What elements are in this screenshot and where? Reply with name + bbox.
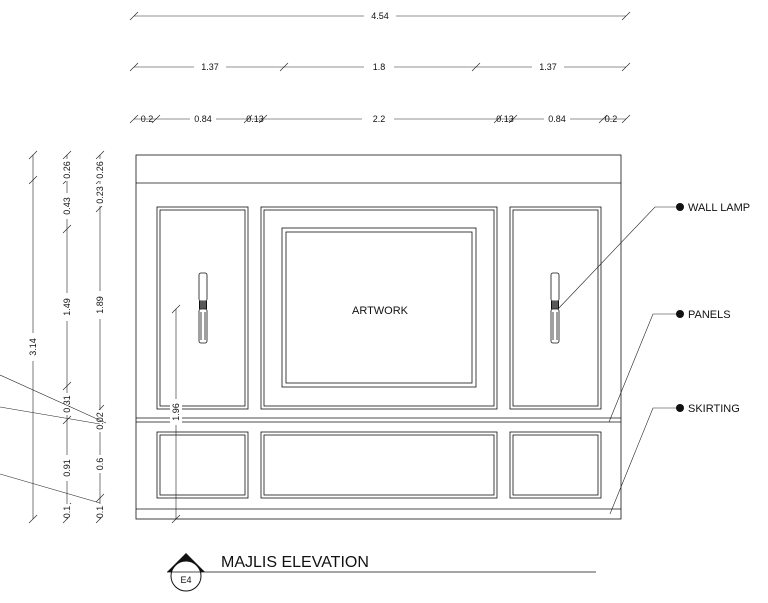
callout-wall-lamp (558, 202, 750, 309)
dim-row3-5: 0.84 (548, 114, 566, 124)
dim-col3-3: 0.02 (95, 412, 105, 430)
dim-col2-0: 0.26 (62, 161, 72, 179)
dimension-row-overall (130, 9, 630, 21)
dim-col2-3: 0.31 (62, 395, 72, 413)
skirting-bullet (676, 404, 684, 412)
dim-row3-1: 0.84 (194, 114, 212, 124)
wall-elevation (136, 155, 621, 523)
dim-col2-5: 0.1 (62, 505, 72, 519)
panels-label: PANELS (688, 309, 731, 321)
dim-row3-0: 0.2 (140, 114, 154, 124)
dimension-col-3 (94, 151, 106, 523)
dim-col3-2: 1.89 (95, 296, 105, 314)
dim-col3-0: 0.26 (95, 161, 105, 179)
panel-lower-right (510, 432, 601, 498)
panels-bullet (676, 310, 684, 318)
dim-col3-1: 0.23 (95, 186, 105, 204)
panel-lower-left (157, 432, 248, 498)
panel-lower-center (261, 432, 497, 498)
title-block (167, 553, 596, 591)
dim-col2-4: 0.91 (62, 459, 72, 477)
lamp-height-dimension (170, 305, 182, 523)
wall-lamp-left (199, 273, 207, 343)
dim-row3-6: 0.2 (604, 114, 618, 124)
dim-col2-1: 0.43 (62, 197, 72, 215)
dim-row3-2: 0.13 (246, 114, 264, 124)
dim-lamp-height: 1.96 (171, 403, 181, 421)
artwork-frame (282, 228, 476, 387)
dim-col1-0: 3.14 (28, 338, 38, 356)
skirting-label: SKIRTING (688, 403, 740, 415)
dimension-row-2 (130, 60, 630, 72)
wall-lamp-label: WALL LAMP (688, 202, 751, 214)
drawing-title: MAJLIS ELEVATION (221, 554, 369, 571)
dim-col2-2: 1.49 (62, 298, 72, 316)
wall-lamp-right (551, 273, 559, 343)
dimension-col-1 (27, 151, 39, 523)
dim-row2-0: 1.37 (201, 62, 219, 72)
callout-skirting (610, 403, 740, 514)
dimension-row-3 (130, 113, 630, 125)
dim-col3-5: 0.1 (95, 505, 105, 519)
elevation-tag: E4 (180, 575, 192, 585)
dim-row2-1: 1.8 (372, 62, 386, 72)
dimension-col-2 (61, 151, 73, 523)
artwork-label: ARTWORK (351, 305, 409, 317)
dim-row3-3: 2.2 (372, 114, 386, 124)
dim-overall-width: 4.54 (371, 11, 389, 21)
wall-lamp-bullet (676, 203, 684, 211)
dim-row2-2: 1.37 (539, 62, 557, 72)
dim-row3-4: 0.13 (496, 114, 514, 124)
dim-col3-4: 0.6 (95, 457, 105, 471)
left-leader-lines (0, 375, 106, 503)
